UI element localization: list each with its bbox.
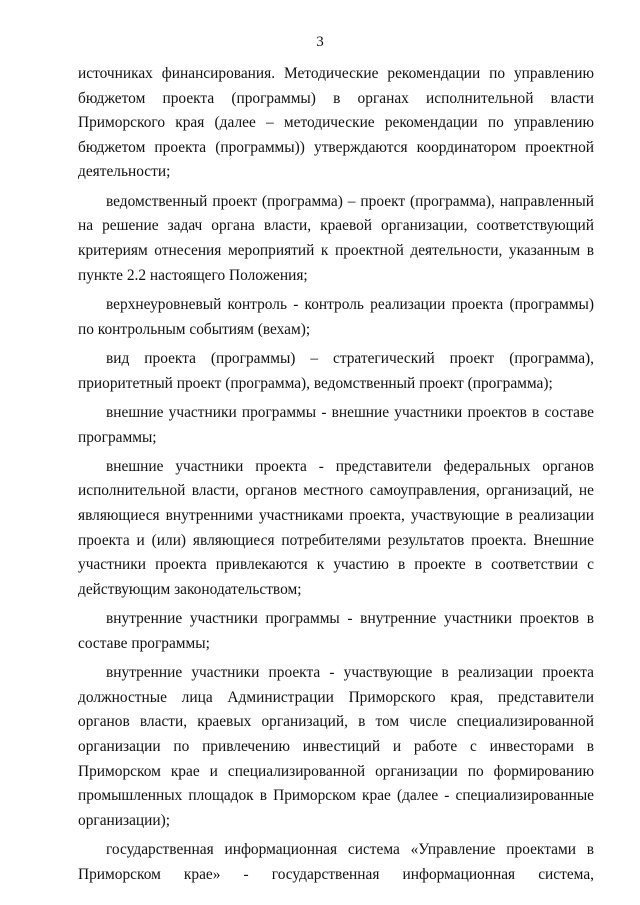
paragraph-state-information-system: государственная информационная система «Управление проектами в Приморском крае» - государственная информационная система, <box>78 841 594 883</box>
paragraph-project-type: вид проекта (программы) – стратегический проект (программа), приоритетный проект (программа), ведомственный проект (программа); <box>78 349 594 392</box>
document-body <box>78 62 594 892</box>
paragraph-external-program-participants: внешние участники программы - внешние участники проектов в составе программы; <box>78 403 594 446</box>
paragraph-financing-sources: источниках финансирования. Методические рекомендации по управлению бюджетом проекта (программы) в органах исполнительной власти Приморского края (далее – методические рекомендации по управлению бюджетом проекта (программы)) утверждаются координатором проектной деятельности; <box>78 65 594 181</box>
paragraph-departmental-project: ведомственный проект (программа) – проект (программа), направленный на решение задач органа власти, краевой организации, соответствующий критериям отнесения мероприятий к проектной деятельности, указанным в пункте 2.2 настоящего Положения; <box>78 192 594 284</box>
paragraph-top-level-control: верхнеуровневый контроль - контроль реализации проекта (программы) по контрольным событиям (вехам); <box>78 295 594 338</box>
paragraph-internal-project-participants: внутренние участники проекта - участвующие в реализации проекта должностные лица Администрации Приморского края, представители органов власти, краевых организаций, в том числе специализированной организации по привлечению инвестиций и работе с инвесторами в Приморском крае и специализированной организации по формированию промышленных площадок в Приморском крае (далее - специализированные организации); <box>78 664 594 829</box>
paragraph-external-project-participants: внешние участники проекта - представители федеральных органов исполнительной власти, органов местного самоуправления, организаций, не являющиеся внутренними участниками проекта, участвующие в реализации проекта и (или) являющиеся потребителями результатов проекта. Внешние участники проекта привлекаются к участию в проекте в соответствии с действующим законодательством; <box>78 457 594 598</box>
paragraph-internal-program-participants: внутренние участники программы - внутренние участники проектов в составе программы; <box>78 610 594 652</box>
page-number: 3 <box>316 34 324 50</box>
